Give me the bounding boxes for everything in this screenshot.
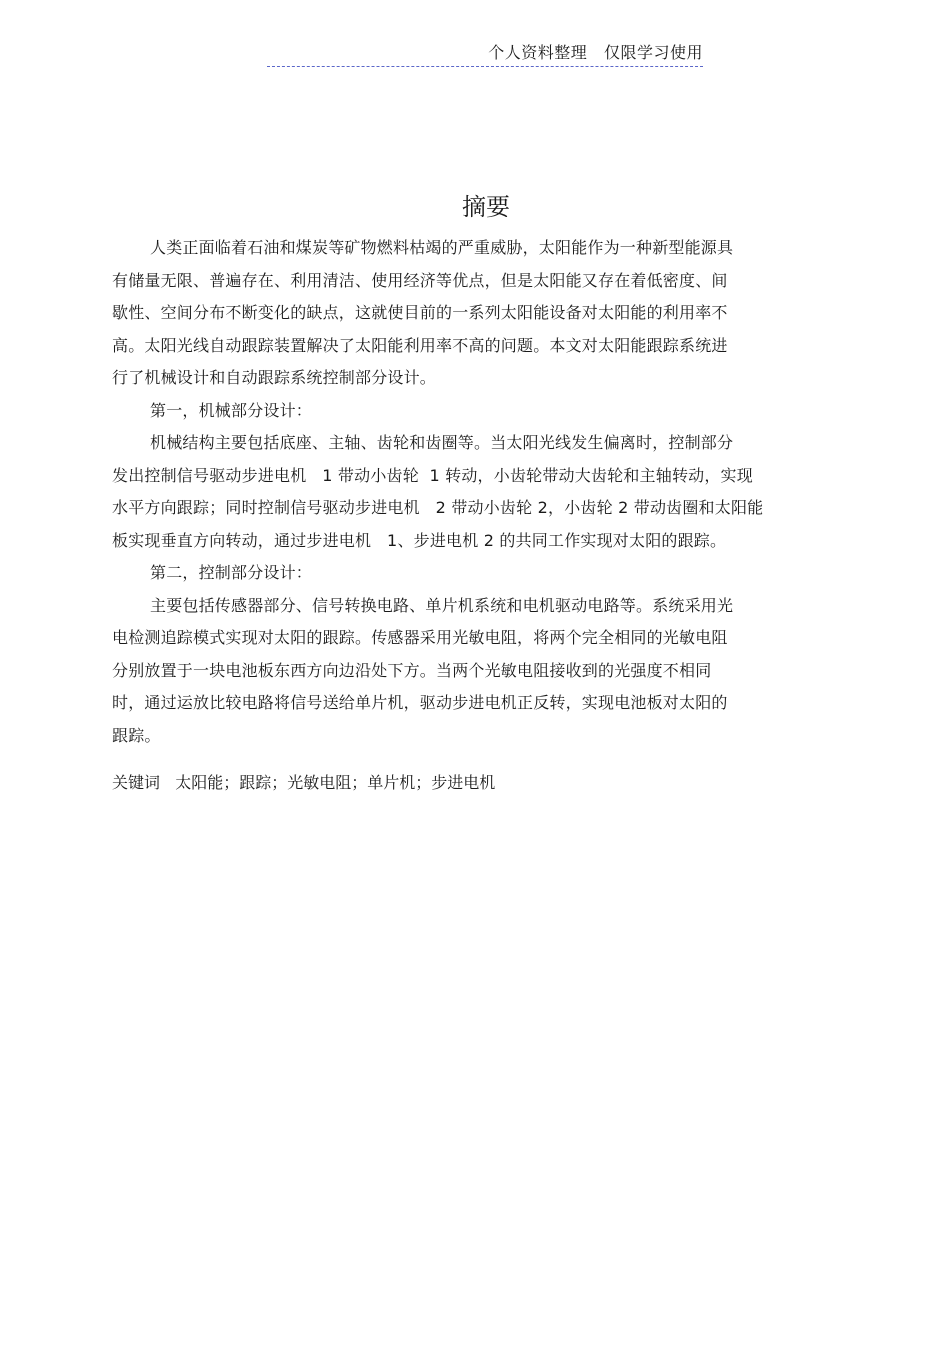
keywords-label: 关键词 xyxy=(112,773,161,792)
page-header xyxy=(267,42,703,67)
paragraph-line: 高。太阳光线自动跟踪装置解决了太阳能利用率不高的问题。本文对太阳能跟踪系统进 xyxy=(112,335,728,355)
paragraph-line: 人类正面临着石油和煤炭等矿物燃料枯竭的严重威胁，太阳能作为一种新型能源具 xyxy=(150,238,734,257)
paragraph-line: 水平方向跟踪；同时控制信号驱动步进电机 2 带动小齿轮 2，小齿轮 2 带动齿圈和太阳能 xyxy=(112,498,764,517)
section-heading-control: 第二，控制部分设计： xyxy=(150,563,313,582)
keywords-text: 太阳能；跟踪；光敏电阻；单片机；步进电机 xyxy=(175,773,496,792)
paragraph-line: 时，通过运放比较电路将信号送给单片机，驱动步进电机正反转，实现电池板对太阳的 xyxy=(112,693,728,712)
section-heading-mechanical: 第一，机械部分设计： xyxy=(150,400,313,420)
header-text: 个人资料整理 仅限学习使用 xyxy=(488,43,703,62)
paragraph-line: 发出控制信号驱动步进电机 1 带动小齿轮 1 转动，小齿轮带动大齿轮和主轴转动，实现 xyxy=(112,465,753,485)
paragraph-line: 机械结构主要包括底座、主轴、齿轮和齿圈等。当太阳光线发生偏离时，控制部分 xyxy=(150,433,734,452)
paragraph-line: 有储量无限、普遍存在、利用清洁、使用经济等优点，但是太阳能又存在着低密度、间 xyxy=(112,270,728,290)
abstract-body xyxy=(112,232,872,752)
keywords xyxy=(112,768,495,798)
paragraph-line: 歇性、空间分布不断变化的缺点，这就使目前的一系列太阳能设备对太阳能的利用率不 xyxy=(112,303,728,322)
paragraph-line: 板实现垂直方向转动，通过步进电机 1、步进电机 2 的共同工作实现对太阳的跟踪。 xyxy=(112,530,727,550)
paragraph-line: 跟踪。 xyxy=(112,725,161,745)
paragraph-line: 电检测追踪模式实现对太阳的跟踪。传感器采用光敏电阻，将两个完全相同的光敏电阻 xyxy=(112,628,728,647)
abstract-title: 摘要 xyxy=(462,193,510,221)
paragraph-line: 分别放置于一块电池板东西方向边沿处下方。当两个光敏电阻接收到的光强度不相同 xyxy=(112,660,712,680)
paragraph-line: 行了机械设计和自动跟踪系统控制部分设计。 xyxy=(112,368,437,387)
paragraph-line: 主要包括传感器部分、信号转换电路、单片机系统和电机驱动电路等。系统采用光 xyxy=(150,595,734,615)
